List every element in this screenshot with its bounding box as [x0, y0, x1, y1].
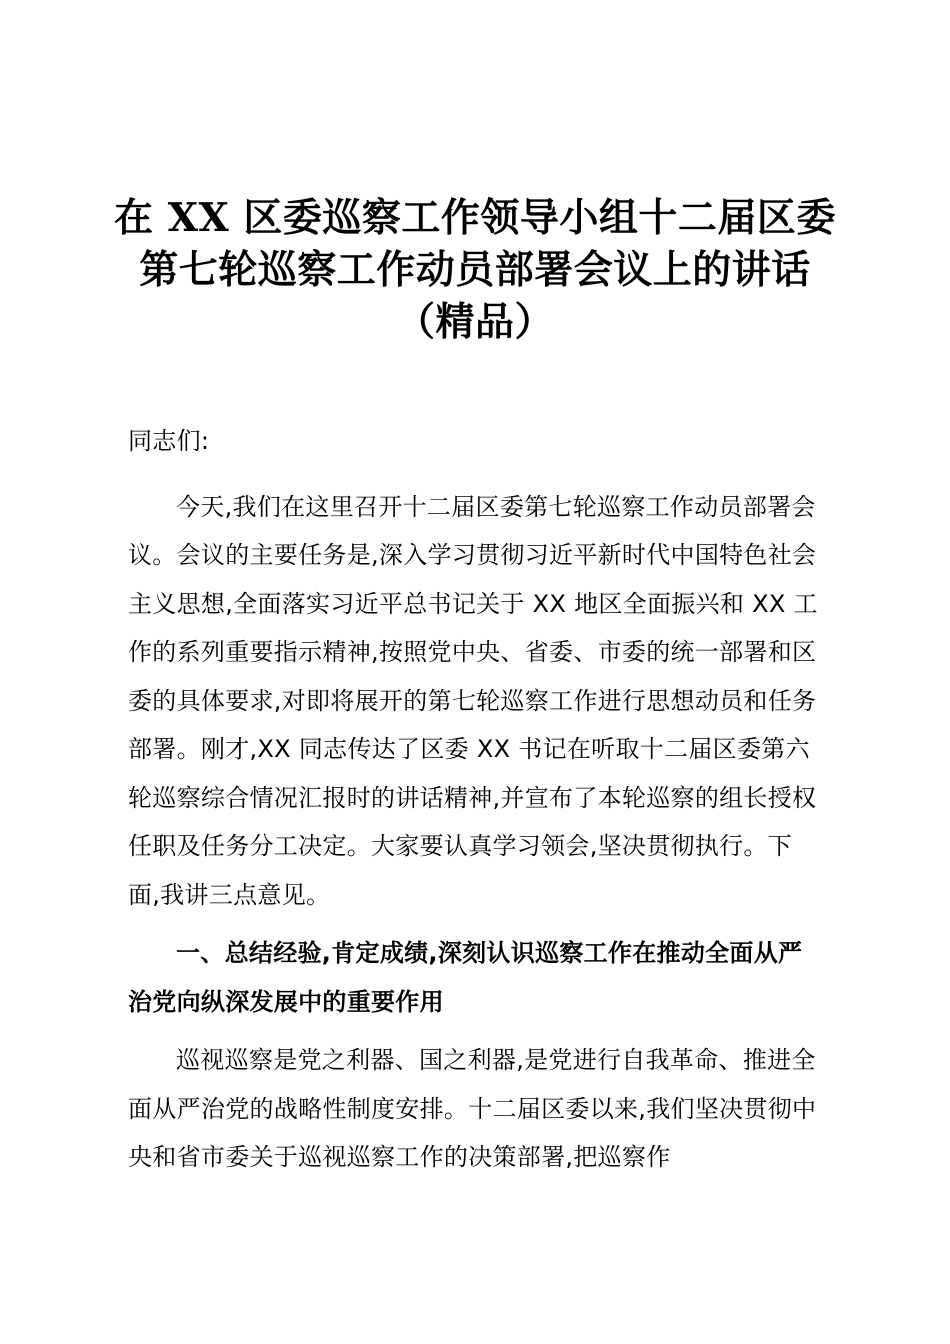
document-body: [128, 417, 822, 1182]
paragraph-2: 巡视巡察是党之利器、国之利器,是党进行自我革命、推进全面从严治党的战略性制度安排。十二届区委以来,我们坚决贯彻中央和省市委关于巡视巡察工作的决策部署,把巡察作: [128, 1046, 817, 1171]
title-line-1: 在 XX 区委巡察工作领导小组十二届区委: [114, 195, 836, 241]
document-title: [100, 192, 850, 348]
salutation: 同志们:: [128, 427, 210, 455]
title-line-2: 第七轮巡察工作动员部署会议上的讲话: [139, 247, 811, 293]
section-heading-1: 一、总结经验,肯定成绩,深刻认识巡察工作在推动全面从严治党向纵深发展中的重要作用: [128, 939, 803, 1016]
paragraph-1: 今天,我们在这里召开十二届区委第七轮巡察工作动员部署会议。会议的主要任务是,深入学习贯彻习近平新时代中国特色社会主义思想,全面落实习近平总书记关于 XX 地区全面振兴和 XX 工作的系列重要指示精神,按照党中央、省委、市委的统一部署和区委的具体要求,对即将展开的第七轮巡察工作进行思想动员和任务部署。刚才,XX 同志传达了区委 XX 书记在听取十二届区委第六轮巡察综合情况汇报时的讲话精神,并宣布了本轮巡察的组长授权任职及任务分工决定。大家要认真学习领会,坚决贯彻执行。下面,我讲三点意见。: [128, 492, 818, 909]
title-line-3: （精品）: [395, 299, 554, 345]
